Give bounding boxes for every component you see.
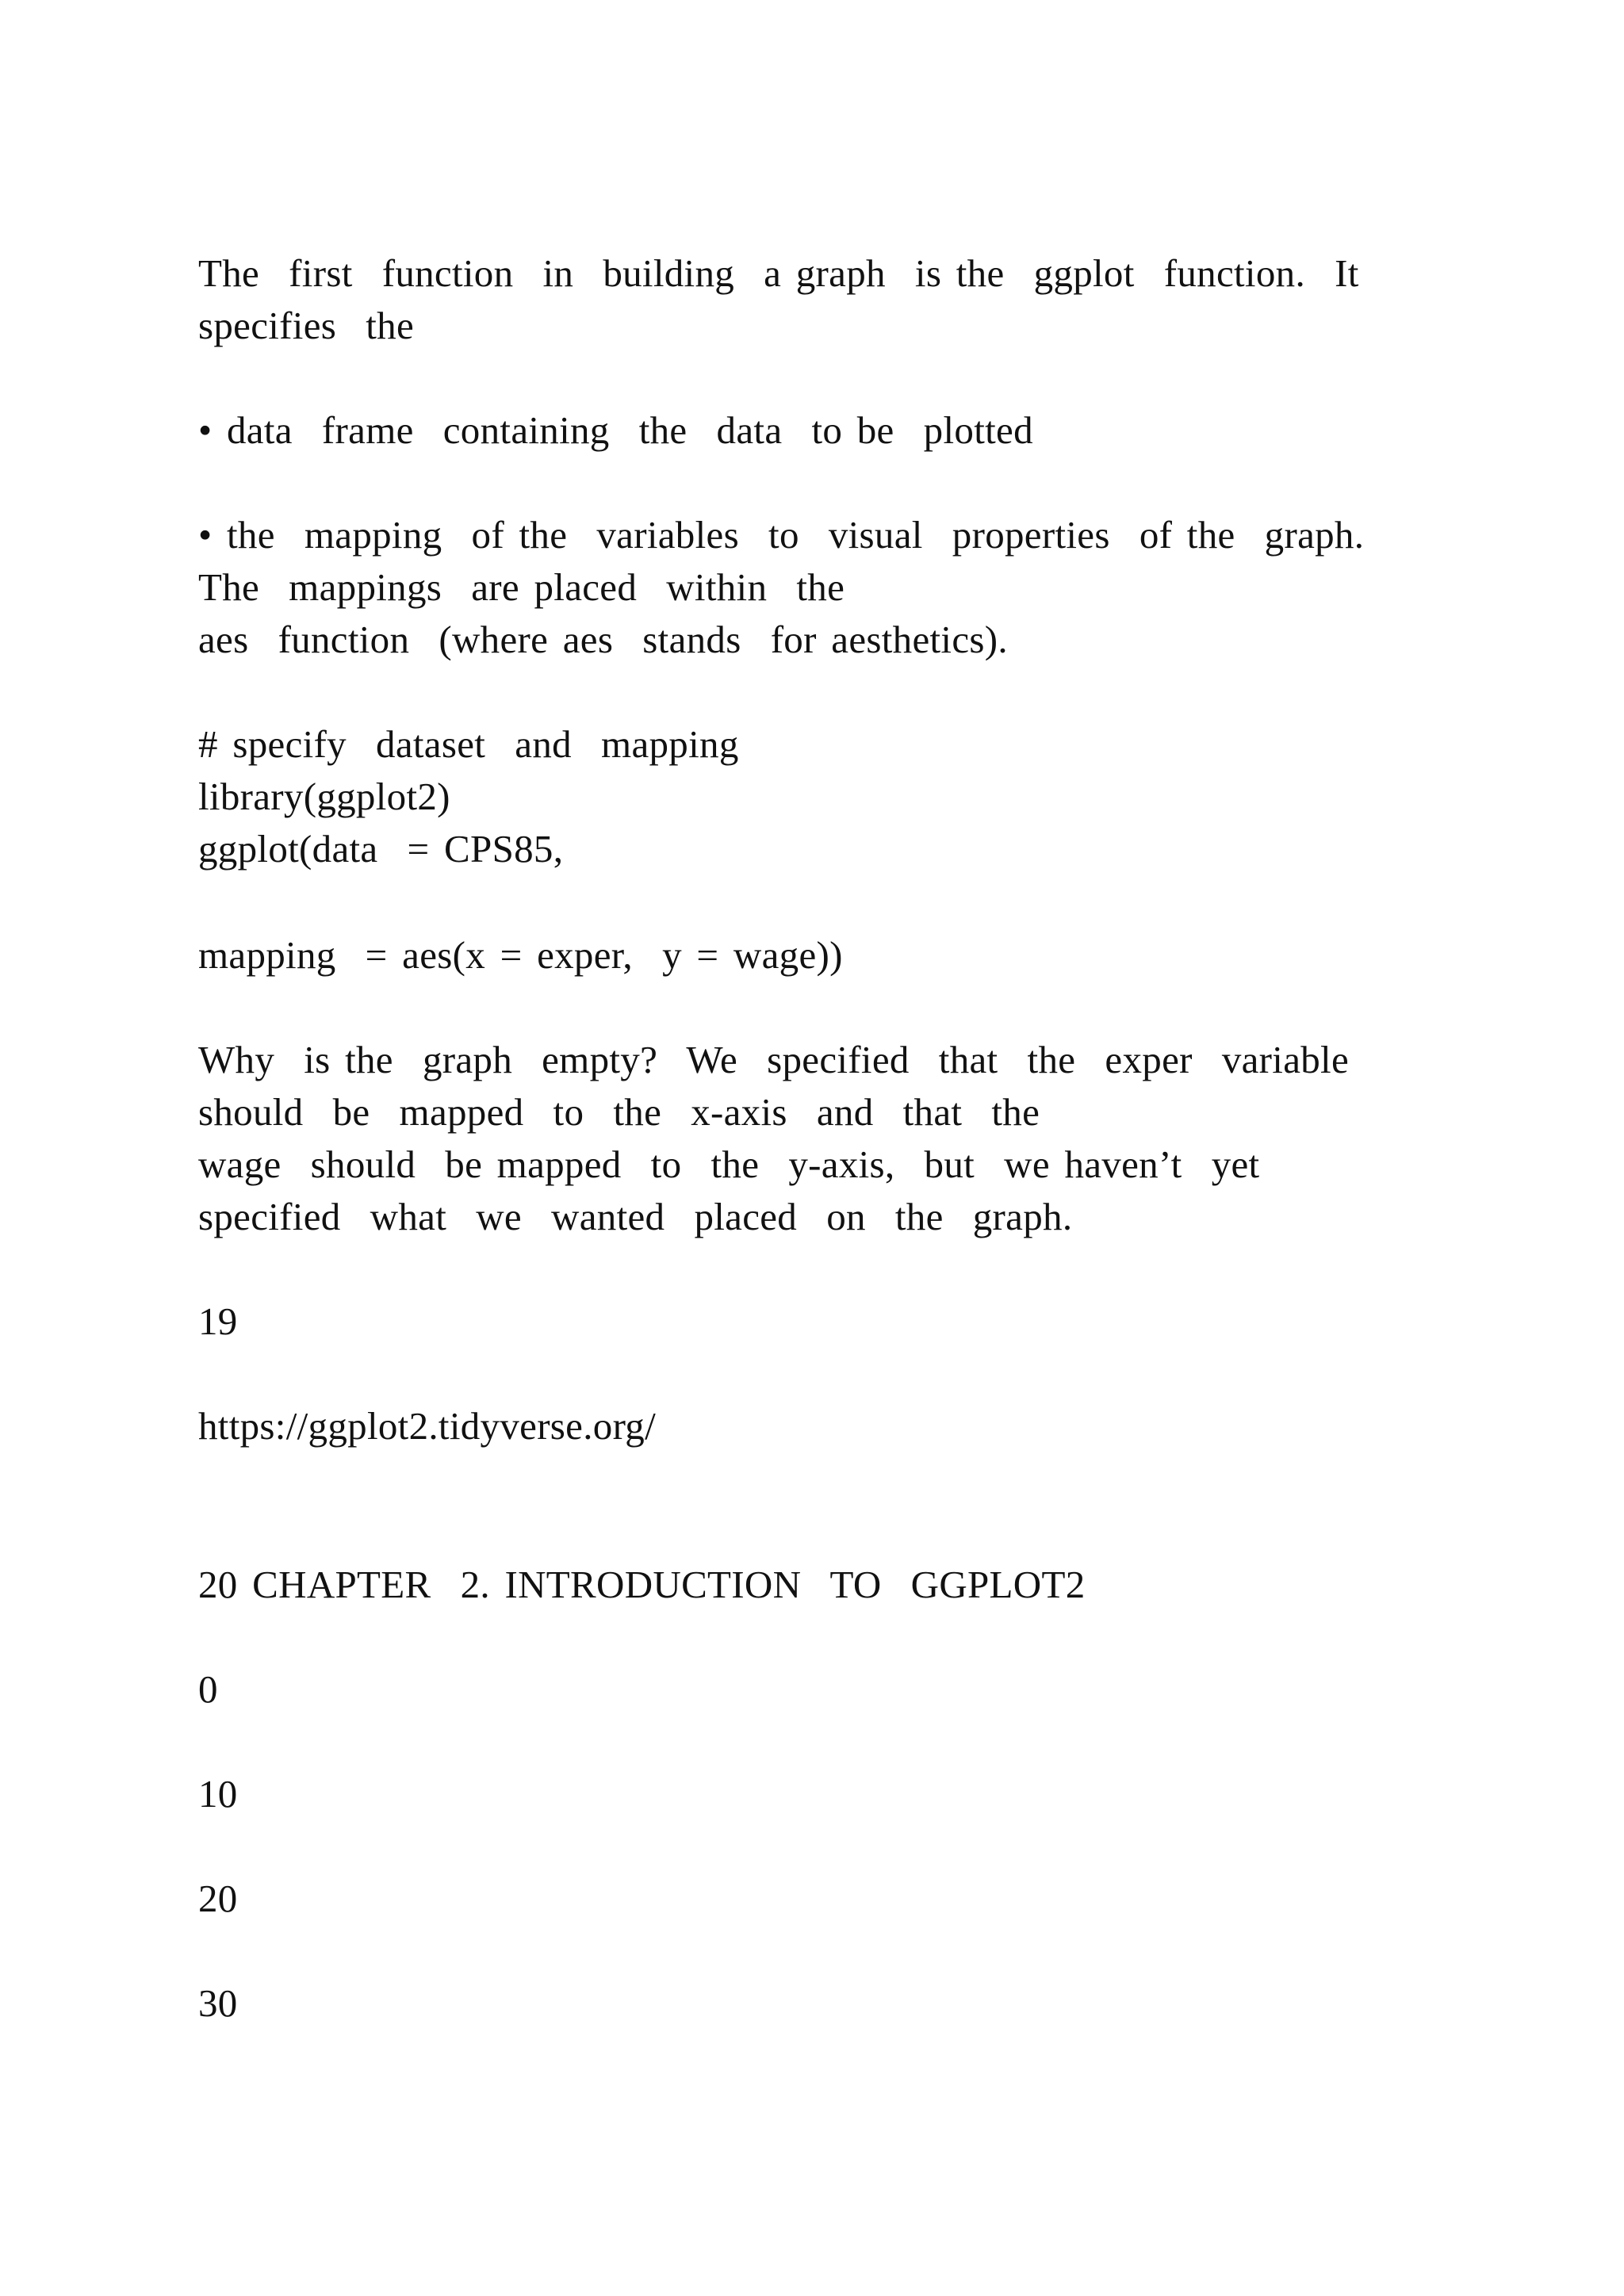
chapter-header: 20 CHAPTER 2. INTRODUCTION TO GGPLOT2: [198, 1563, 1086, 1606]
footnote-url: https://ggplot2.tidyverse.org/: [198, 1404, 657, 1448]
bullet-item-data-frame: • data frame containing the data to be plotted: [198, 408, 1033, 452]
explanation-line-2: should be mapped to the x-axis and that the: [198, 1090, 1040, 1134]
intro-line-1: The first function in building a graph is the ggplot function. It: [198, 251, 1359, 295]
code-ggplot-call: ggplot(data = CPS85,: [198, 827, 564, 871]
code-library: library(ggplot2): [198, 775, 450, 818]
explanation-line-1: Why is the graph empty? We specified that the exper variable: [198, 1038, 1350, 1081]
bullet-item-mapping-line-3: aes function (where aes stands for aesthetics).: [198, 618, 1008, 661]
axis-tick-label: 30: [198, 1981, 238, 2025]
axis-tick-label: 10: [198, 1772, 238, 1816]
bullet-item-mapping-line-2: The mappings are placed within the: [198, 565, 845, 609]
code-mapping: mapping = aes(x = exper, y = wage)): [198, 933, 843, 977]
explanation-line-4: specified what we wanted placed on the graph.: [198, 1195, 1073, 1238]
explanation-line-3: wage should be mapped to the y-axis, but we haven’t yet: [198, 1142, 1260, 1186]
code-comment: # specify dataset and mapping: [198, 722, 739, 766]
bullet-item-mapping-line-1: • the mapping of the variables to visual properties of the graph.: [198, 513, 1365, 557]
axis-tick-label: 0: [198, 1667, 218, 1711]
axis-tick-label: 20: [198, 1877, 238, 1920]
footnote-number: 19: [198, 1299, 238, 1343]
intro-line-2: specifies the: [198, 304, 414, 347]
